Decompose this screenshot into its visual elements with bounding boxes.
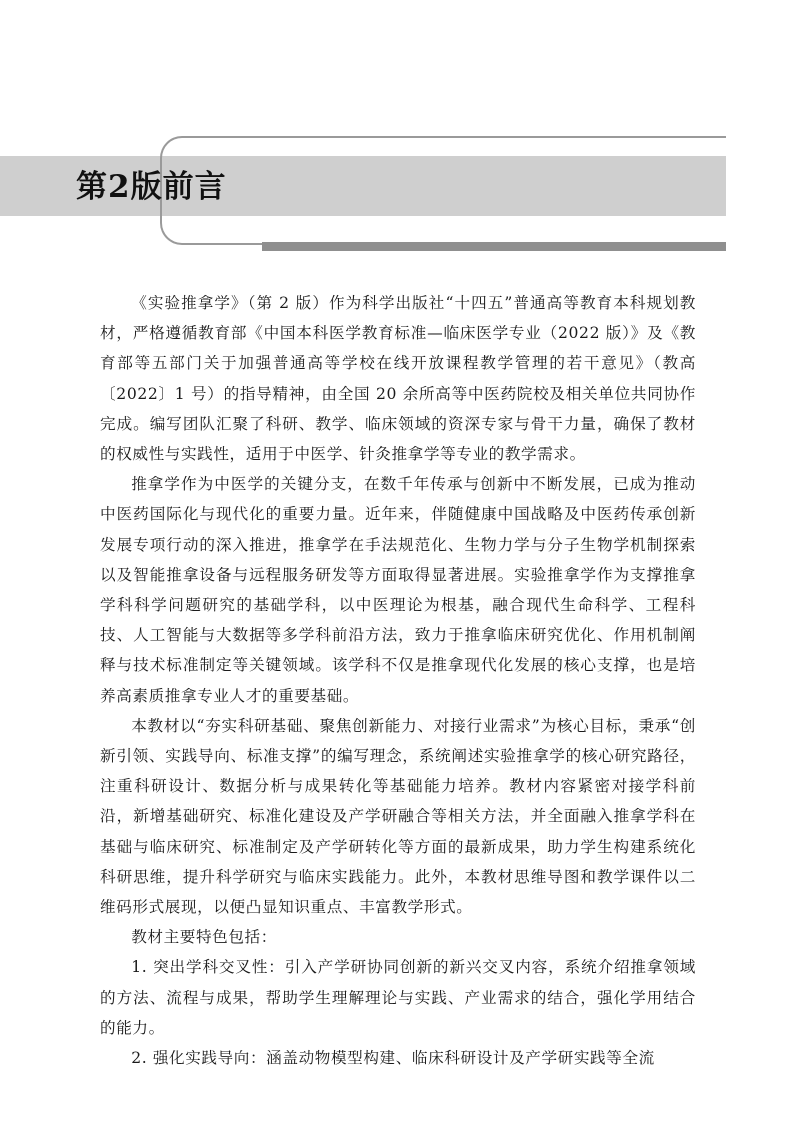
paragraph-5: 1. 突出学科交叉性：引入产学研协同创新的新兴交叉内容，系统介绍推拿领域的方法、流程与成果，帮助学生理解理论与实践、产业需求的结合，强化学用结合的能力。 [100,958,696,1037]
paragraph-3: 本教材以“夯实科研基础、聚焦创新能力、对接行业需求”为核心目标，秉承“创新引领、实践导向、标准支撑”的编写理念，系统阐述实验推拿学的核心研究路径，注重科研设计、数据分析与成果转化等基础能力培养。教材内容紧密对接学科前沿，新增基础研究、标准化建设及产学研融合等相关方法，并全面融入推拿学科在基础与临床研究、标准制定及产学研转化等方面的最新成果，助力学生构建系统化科研思维，提升科学研究与临床实践能力。此外，本教材思维导图和教学课件以二维码形式展现，以便凸显知识重点、丰富教学形式。 [100,716,696,917]
paragraph-6: 2. 强化实践导向：涵盖动物模型构建、临床科研设计及产学研实践等全流 [131,1049,655,1068]
body-text [100,288,696,1073]
header-underline [262,242,726,251]
header-frame [160,136,726,245]
paragraph-2: 推拿学作为中医学的关键分支，在数千年传承与创新中不断发展，已成为推动中医药国际化与现代化的重要力量。近年来，伴随健康中国战略及中医药传承创新发展专项行动的深入推进，推拿学在手法规范化、生物力学与分子生物学机制探索以及智能推拿设备与远程服务研发等方面取得显著进展。实验推拿学作为支撑推拿学科科学问题研究的基础学科，以中医理论为根基，融合现代生命科学、工程科技、人工智能与大数据等多学科前沿方法，致力于推拿临床研究优化、作用机制阐释与技术标准制定等关键领域。该学科不仅是推拿现代化发展的核心支撑，也是培养高素质推拿专业人才的重要基础。 [100,475,696,705]
paragraph-4: 教材主要特色包括： [131,928,277,947]
page-title: 第2版前言 [76,169,227,205]
paragraph-1: 《实验推拿学》（第 2 版）作为科学出版社“十四五”普通高等教育本科规划教材，严格遵循教育部《中国本科医学教育标准—临床医学专业（2022 版）》及《教育部等五部门关于加强普通高等学校在线开放课程教学管理的若干意见》（教高〔2022〕1 号）的指导精神，由全国 20 余所高等中医药院校及相关单位共同协作完成。编写团队汇聚了科研、教学、临床领域的资深专家与骨干力量，确保了教材的权威性与实践性，适用于中医学、针灸推拿学等专业的教学需求。 [100,294,696,464]
